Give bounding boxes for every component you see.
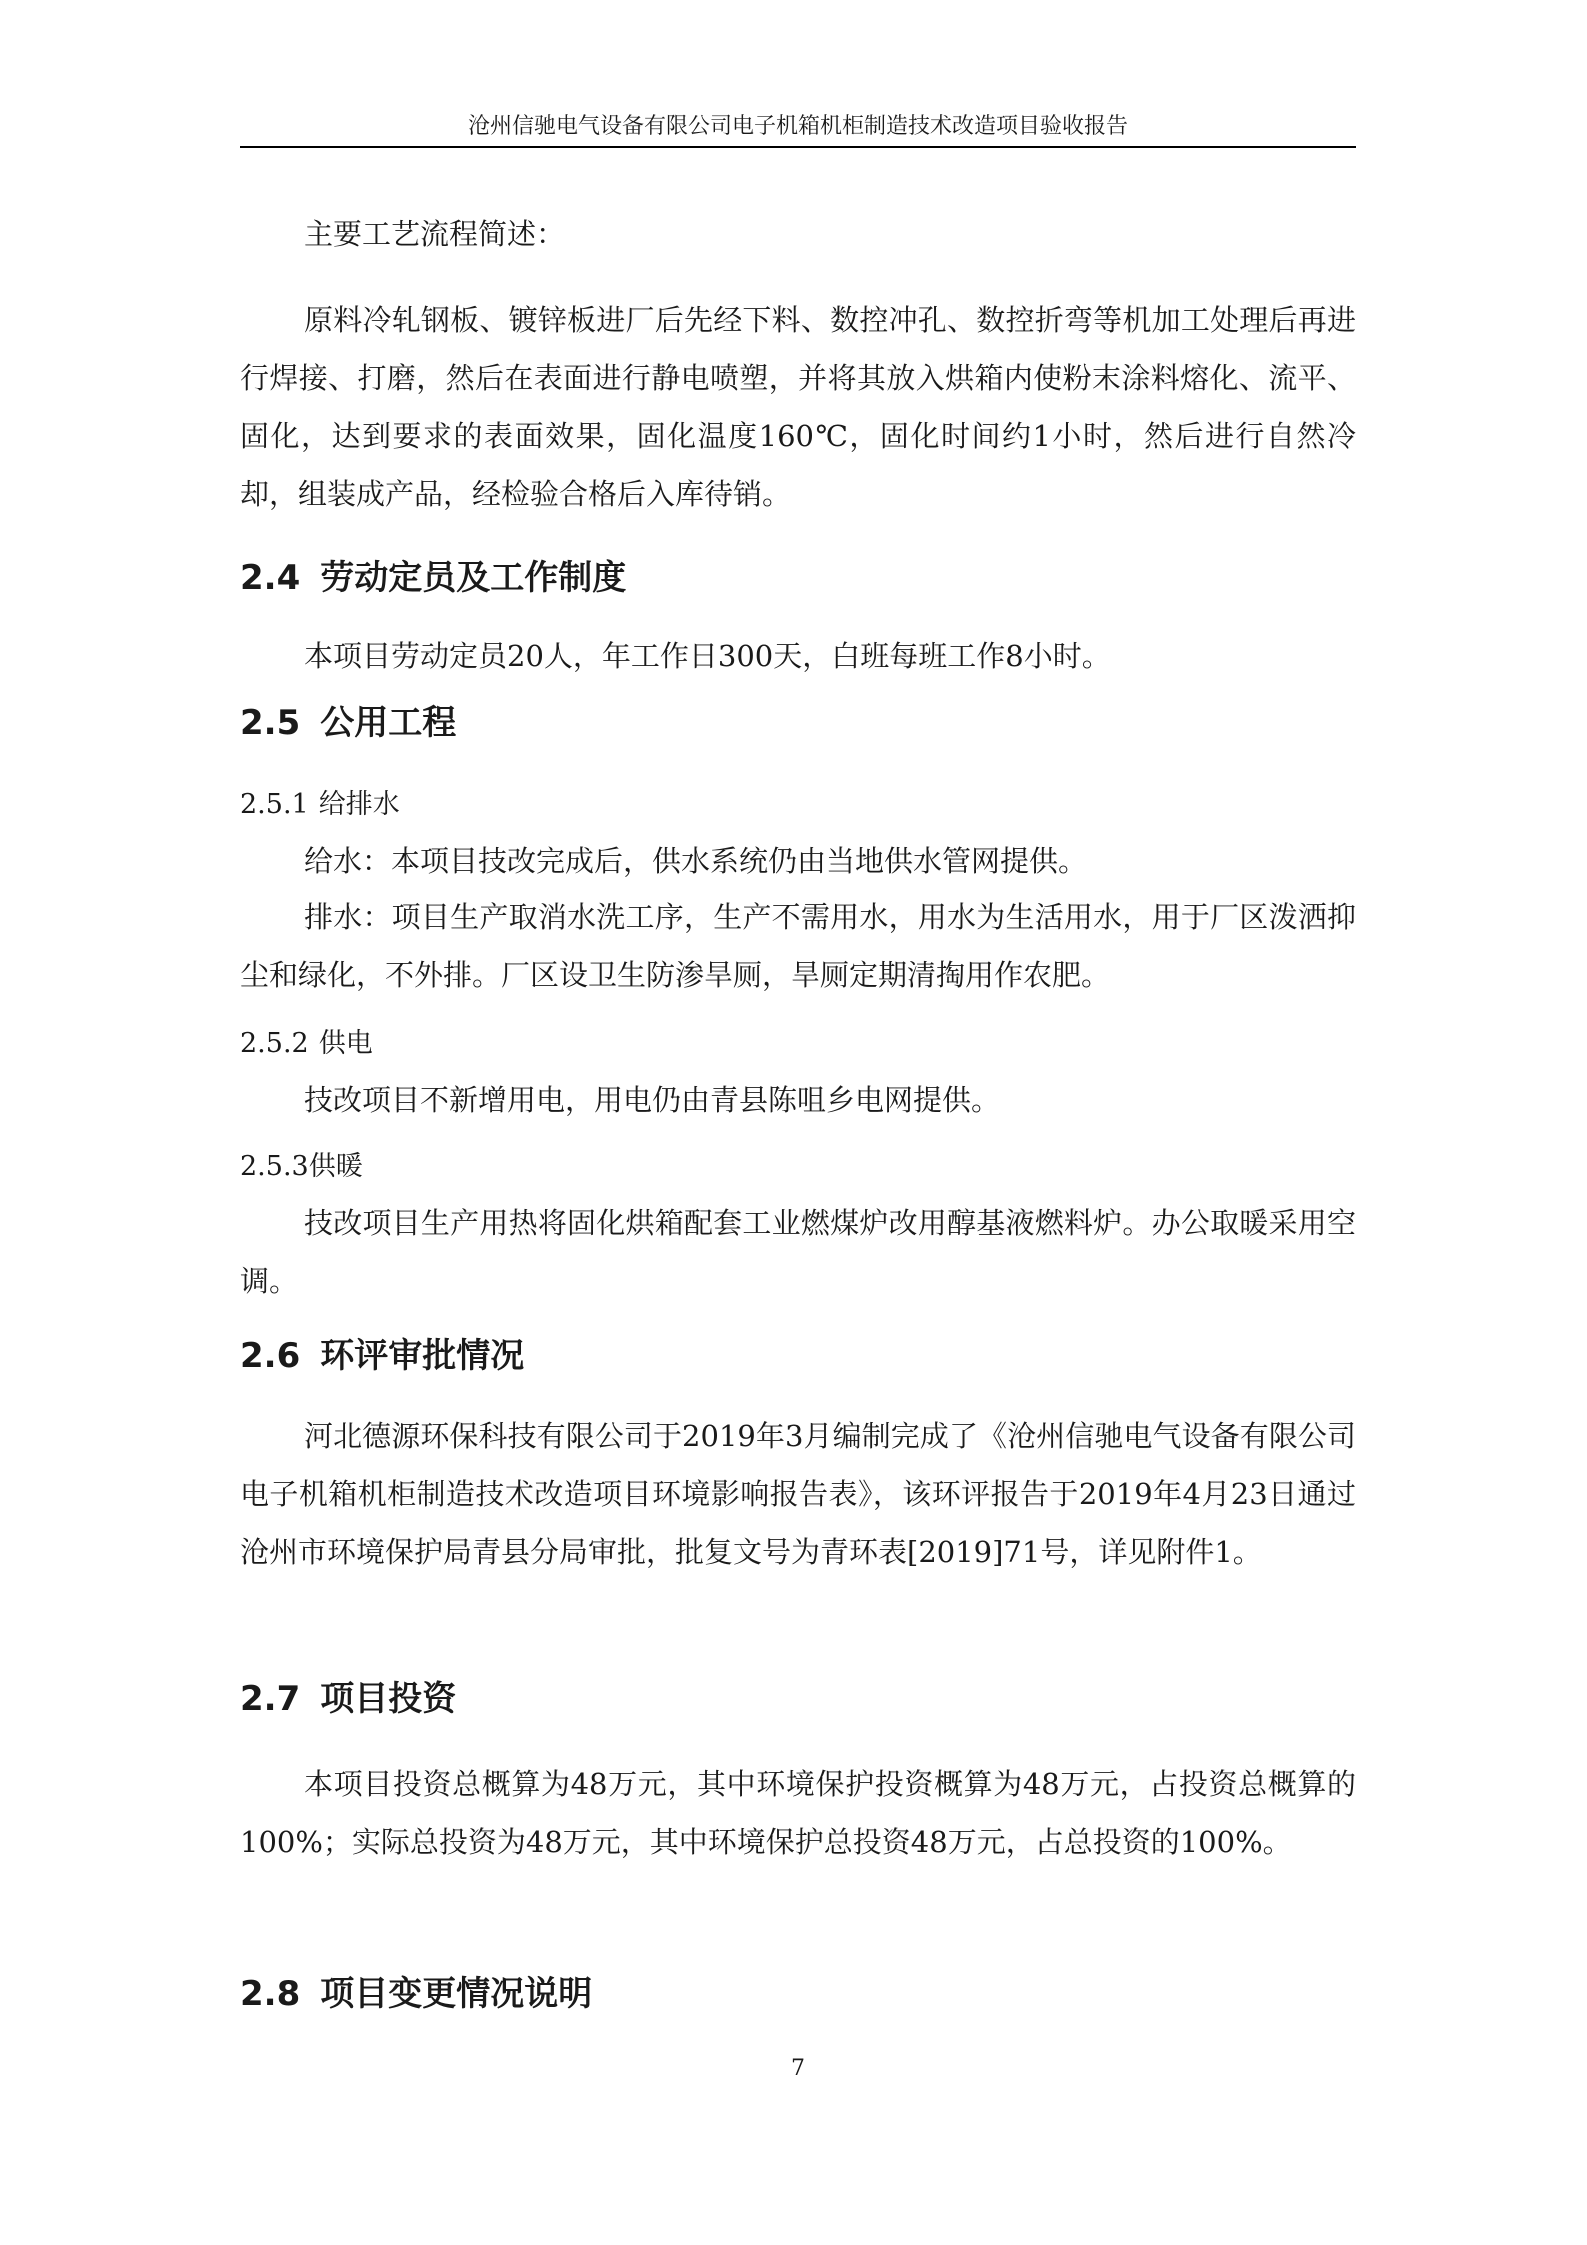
page-header: 沧州信驰电气设备有限公司电子机箱机柜制造技术改造项目验收报告 (467, 114, 1128, 139)
section-number: 2.8 (240, 1974, 301, 2014)
section-number: 2.5 (240, 703, 301, 743)
section-2-5-heading (240, 699, 1356, 747)
subsection-title: 供暖 (308, 1151, 363, 1182)
section-title: 项目变更情况说明 (320, 1974, 593, 2014)
subsection-number: 2.5.1 (240, 789, 309, 820)
section-number: 2.4 (240, 558, 301, 598)
subsection-title: 给排水 (318, 789, 400, 820)
section-2-7-text: 本项目投资总概算为48万元，其中环境保护投资概算为48万元，占投资总概算的100%；实际总投资为48万元，其中环境保护总投资48万元，占总投资的100%。 (240, 1767, 1356, 1859)
section-2-6-text: 河北德源环保科技有限公司于2019年3月编制完成了《沧州信驰电气设备有限公司电子机箱机柜制造技术改造项目环境影响报告表》，该环评报告于2019年4月23日通过沧州市环境保护局青县分局审批，批复文号为青环表[2019]71号，详见附件1。 (240, 1419, 1356, 1569)
section-2-6-heading (240, 1332, 1356, 1380)
subsection-2-5-3-heading (240, 1147, 1356, 1187)
subsection-number: 2.5.2 (240, 1028, 309, 1059)
water-supply-text: 给水：本项目技改完成后，供水系统仍由当地供水管网提供。 (304, 844, 1088, 878)
section-2-7-heading (240, 1675, 1356, 1723)
water-drainage-text: 排水：项目生产取消水洗工序，生产不需用水，用水为生活用水，用于厂区泼洒抑尘和绿化，不外排。厂区设卫生防渗旱厕，旱厕定期清掏用作农肥。 (240, 900, 1356, 992)
section-2-8-heading (240, 1970, 1356, 2018)
section-title: 项目投资 (320, 1679, 457, 1719)
section-title: 劳动定员及工作制度 (320, 558, 627, 598)
process-paragraph: 原料冷轧钢板、镀锌板进厂后先经下料、数控冲孔、数控折弯等机加工处理后再进行焊接、打磨，然后在表面进行静电喷塑，并将其放入烘箱内使粉末涂料熔化、流平、固化，达到要求的表面效果，固化温度160℃，固化时间约1小时，然后进行自然冷却，组装成产品，经检验合格后入库待销。 (240, 303, 1356, 511)
section-title: 环评审批情况 (320, 1336, 525, 1376)
subsection-2-5-2-heading (240, 1024, 1356, 1064)
subsection-number: 2.5.3 (240, 1151, 309, 1182)
section-2-4-heading (240, 554, 1356, 602)
section-2-4-text: 本项目劳动定员20人，年工作日300天，白班每班工作8小时。 (304, 639, 1111, 673)
process-lead: 主要工艺流程简述： (304, 217, 566, 251)
section-title: 公用工程 (320, 703, 457, 743)
subsection-2-5-1-heading (240, 785, 1356, 825)
power-text: 技改项目不新增用电，用电仍由青县陈咀乡电网提供。 (304, 1083, 1001, 1117)
heating-text: 技改项目生产用热将固化烘箱配套工业燃煤炉改用醇基液燃料炉。办公取暖采用空调。 (240, 1206, 1356, 1298)
page-number: 7 (791, 2056, 805, 2081)
subsection-title: 供电 (318, 1028, 373, 1059)
section-number: 2.7 (240, 1679, 301, 1719)
header-rule (240, 146, 1356, 148)
section-number: 2.6 (240, 1336, 301, 1376)
